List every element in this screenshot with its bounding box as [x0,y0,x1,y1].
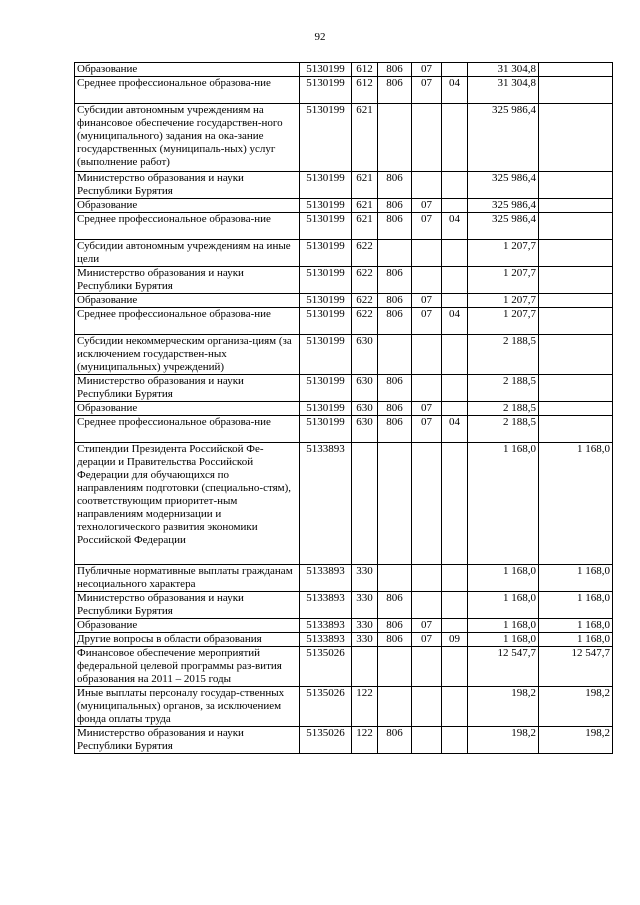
cell-code: 5130199 [300,375,352,402]
cell-vr: 630 [352,335,378,375]
cell-name: Среднее профессиональное образова-ние [75,308,300,335]
cell-ved: 806 [378,727,412,754]
cell-ved [378,335,412,375]
cell-code: 5133893 [300,443,352,565]
cell-code: 5130199 [300,267,352,294]
cell-name: Министерство образования и науки Республики Бурятия [75,727,300,754]
cell-ved [378,647,412,687]
cell-vr: 621 [352,213,378,240]
cell-name: Министерство образования и науки Республики Бурятия [75,592,300,619]
table-row [75,687,613,727]
cell-code: 5130199 [300,104,352,172]
cell-ved [378,565,412,592]
cell-ved: 806 [378,294,412,308]
cell-name: Среднее профессиональное образова-ние [75,77,300,104]
cell-ved: 806 [378,633,412,647]
table-row [75,443,613,565]
cell-pr [442,294,468,308]
cell-vr [352,647,378,687]
cell-name: Образование [75,402,300,416]
table-row [75,633,613,647]
cell-sum-1: 325 986,4 [468,104,539,172]
cell-pr [442,619,468,633]
cell-vr: 621 [352,104,378,172]
cell-sum-1: 325 986,4 [468,213,539,240]
cell-name: Финансовое обеспечение мероприятий федеральной целевой программы раз-вития образования на 2011 – 2015 годы [75,647,300,687]
cell-sum-1: 325 986,4 [468,199,539,213]
cell-sum-2 [539,402,613,416]
table-row [75,416,613,443]
cell-name: Министерство образования и науки Республики Бурятия [75,172,300,199]
cell-ved [378,240,412,267]
cell-code: 5135026 [300,687,352,727]
cell-sum-2 [539,375,613,402]
cell-sum-2: 12 547,7 [539,647,613,687]
table-row [75,375,613,402]
cell-rz [412,565,442,592]
cell-vr: 330 [352,633,378,647]
table-row [75,172,613,199]
cell-sum-1: 31 304,8 [468,77,539,104]
cell-sum-2: 1 168,0 [539,633,613,647]
table-row [75,294,613,308]
table-row [75,402,613,416]
cell-sum-1: 1 168,0 [468,633,539,647]
cell-pr [442,592,468,619]
cell-code: 5133893 [300,565,352,592]
cell-pr [442,267,468,294]
cell-sum-2 [539,63,613,77]
cell-name: Субсидии автономным учреждениям на финансовое обеспечение государствен-ного (муниципального) задания на ока-зание государственных (муниципаль-ных) услуг (выполнение работ) [75,104,300,172]
cell-sum-1: 1 207,7 [468,240,539,267]
cell-vr: 630 [352,416,378,443]
cell-name: Среднее профессиональное образова-ние [75,213,300,240]
cell-sum-2 [539,335,613,375]
cell-pr [442,565,468,592]
cell-sum-2 [539,172,613,199]
cell-sum-1: 198,2 [468,727,539,754]
table-row [75,104,613,172]
cell-sum-2 [539,213,613,240]
cell-pr [442,240,468,267]
cell-name: Министерство образования и науки Республики Бурятия [75,375,300,402]
cell-rz: 07 [412,416,442,443]
cell-ved [378,104,412,172]
cell-sum-2 [539,416,613,443]
cell-rz [412,687,442,727]
cell-pr [442,727,468,754]
cell-ved: 806 [378,63,412,77]
cell-vr: 630 [352,375,378,402]
cell-ved: 806 [378,375,412,402]
cell-rz: 07 [412,199,442,213]
cell-rz: 07 [412,63,442,77]
cell-ved [378,443,412,565]
cell-pr [442,172,468,199]
cell-pr [442,375,468,402]
cell-sum-2: 198,2 [539,687,613,727]
cell-vr: 630 [352,402,378,416]
table-row [75,240,613,267]
cell-rz [412,727,442,754]
cell-sum-2: 198,2 [539,727,613,754]
cell-pr: 04 [442,213,468,240]
cell-sum-2 [539,240,613,267]
cell-sum-1: 325 986,4 [468,172,539,199]
table-row [75,647,613,687]
cell-rz [412,267,442,294]
cell-sum-1: 1 207,7 [468,308,539,335]
cell-vr: 330 [352,565,378,592]
cell-sum-1: 12 547,7 [468,647,539,687]
cell-rz [412,104,442,172]
cell-vr: 622 [352,294,378,308]
cell-pr [442,335,468,375]
table-row [75,727,613,754]
cell-pr: 04 [442,308,468,335]
cell-ved: 806 [378,308,412,335]
cell-sum-1: 2 188,5 [468,335,539,375]
cell-pr: 09 [442,633,468,647]
table-row [75,308,613,335]
cell-code: 5130199 [300,63,352,77]
cell-code: 5130199 [300,172,352,199]
cell-pr [442,104,468,172]
cell-sum-1: 1 168,0 [468,592,539,619]
cell-ved: 806 [378,213,412,240]
cell-pr: 04 [442,416,468,443]
cell-rz [412,592,442,619]
cell-sum-1: 2 188,5 [468,402,539,416]
cell-name: Образование [75,294,300,308]
cell-sum-2 [539,294,613,308]
cell-ved: 806 [378,77,412,104]
cell-vr: 622 [352,308,378,335]
cell-rz: 07 [412,619,442,633]
cell-ved: 806 [378,402,412,416]
table-row [75,267,613,294]
cell-vr: 621 [352,199,378,213]
cell-rz [412,443,442,565]
cell-name: Другие вопросы в области образования [75,633,300,647]
cell-sum-1: 1 168,0 [468,565,539,592]
cell-vr: 330 [352,619,378,633]
cell-rz [412,335,442,375]
cell-code: 5130199 [300,308,352,335]
cell-sum-1: 1 207,7 [468,294,539,308]
cell-ved: 806 [378,267,412,294]
table-row [75,335,613,375]
cell-vr: 122 [352,727,378,754]
cell-rz [412,647,442,687]
cell-sum-1: 1 207,7 [468,267,539,294]
cell-sum-1: 31 304,8 [468,63,539,77]
cell-ved: 806 [378,619,412,633]
cell-name: Образование [75,63,300,77]
cell-name: Образование [75,619,300,633]
cell-code: 5130199 [300,199,352,213]
cell-rz [412,375,442,402]
cell-code: 5130199 [300,294,352,308]
cell-rz: 07 [412,77,442,104]
cell-ved: 806 [378,592,412,619]
cell-code: 5130199 [300,213,352,240]
cell-pr [442,647,468,687]
cell-sum-2: 1 168,0 [539,619,613,633]
cell-code: 5133893 [300,619,352,633]
cell-pr [442,63,468,77]
cell-name: Министерство образования и науки Республики Бурятия [75,267,300,294]
cell-sum-2: 1 168,0 [539,443,613,565]
cell-sum-2 [539,77,613,104]
budget-table [74,62,613,754]
cell-vr: 122 [352,687,378,727]
cell-code: 5130199 [300,77,352,104]
cell-vr: 612 [352,63,378,77]
table-row [75,213,613,240]
cell-name: Субсидии некоммерческим организа-циям (за исключением государствен-ных (муниципальных) учреждений) [75,335,300,375]
cell-code: 5133893 [300,592,352,619]
cell-sum-1: 198,2 [468,687,539,727]
cell-rz [412,172,442,199]
cell-sum-1: 2 188,5 [468,375,539,402]
cell-name: Образование [75,199,300,213]
cell-ved: 806 [378,172,412,199]
table-row [75,619,613,633]
cell-ved: 806 [378,199,412,213]
table-row [75,199,613,213]
cell-sum-1: 2 188,5 [468,416,539,443]
cell-code: 5130199 [300,402,352,416]
cell-pr [442,443,468,565]
table-row [75,565,613,592]
cell-pr [442,402,468,416]
cell-ved [378,687,412,727]
cell-rz: 07 [412,633,442,647]
cell-rz [412,240,442,267]
cell-sum-2 [539,267,613,294]
cell-vr [352,443,378,565]
cell-code: 5133893 [300,633,352,647]
cell-vr: 330 [352,592,378,619]
cell-sum-1: 1 168,0 [468,619,539,633]
cell-vr: 622 [352,267,378,294]
cell-rz: 07 [412,294,442,308]
cell-name: Публичные нормативные выплаты гражданам несоциального характера [75,565,300,592]
cell-vr: 612 [352,77,378,104]
cell-pr [442,687,468,727]
cell-pr [442,199,468,213]
cell-code: 5130199 [300,240,352,267]
cell-name: Стипендии Президента Российской Фе-дерации и Правительства Российской Федерации для обучающихся по направлениям подготовки (специально-стям), соответствующим приоритет-ным направлениям модернизации и технологического развития экономики Российской Федерации [75,443,300,565]
cell-name: Среднее профессиональное образова-ние [75,416,300,443]
page-number: 92 [314,31,326,43]
cell-sum-2 [539,199,613,213]
cell-code: 5135026 [300,727,352,754]
cell-vr: 622 [352,240,378,267]
cell-name: Иные выплаты персоналу государ-ственных (муниципальных) органов, за исключением фонда оплаты труда [75,687,300,727]
cell-rz: 07 [412,402,442,416]
cell-vr: 621 [352,172,378,199]
cell-code: 5130199 [300,335,352,375]
cell-ved: 806 [378,416,412,443]
cell-rz: 07 [412,308,442,335]
cell-name: Субсидии автономным учреждениям на иные цели [75,240,300,267]
table-row [75,63,613,77]
cell-sum-2 [539,308,613,335]
cell-sum-1: 1 168,0 [468,443,539,565]
cell-sum-2 [539,104,613,172]
cell-sum-2: 1 168,0 [539,592,613,619]
cell-code: 5130199 [300,416,352,443]
cell-code: 5135026 [300,647,352,687]
cell-rz: 07 [412,213,442,240]
cell-pr: 04 [442,77,468,104]
table-row [75,592,613,619]
table-row [75,77,613,104]
cell-sum-2: 1 168,0 [539,565,613,592]
